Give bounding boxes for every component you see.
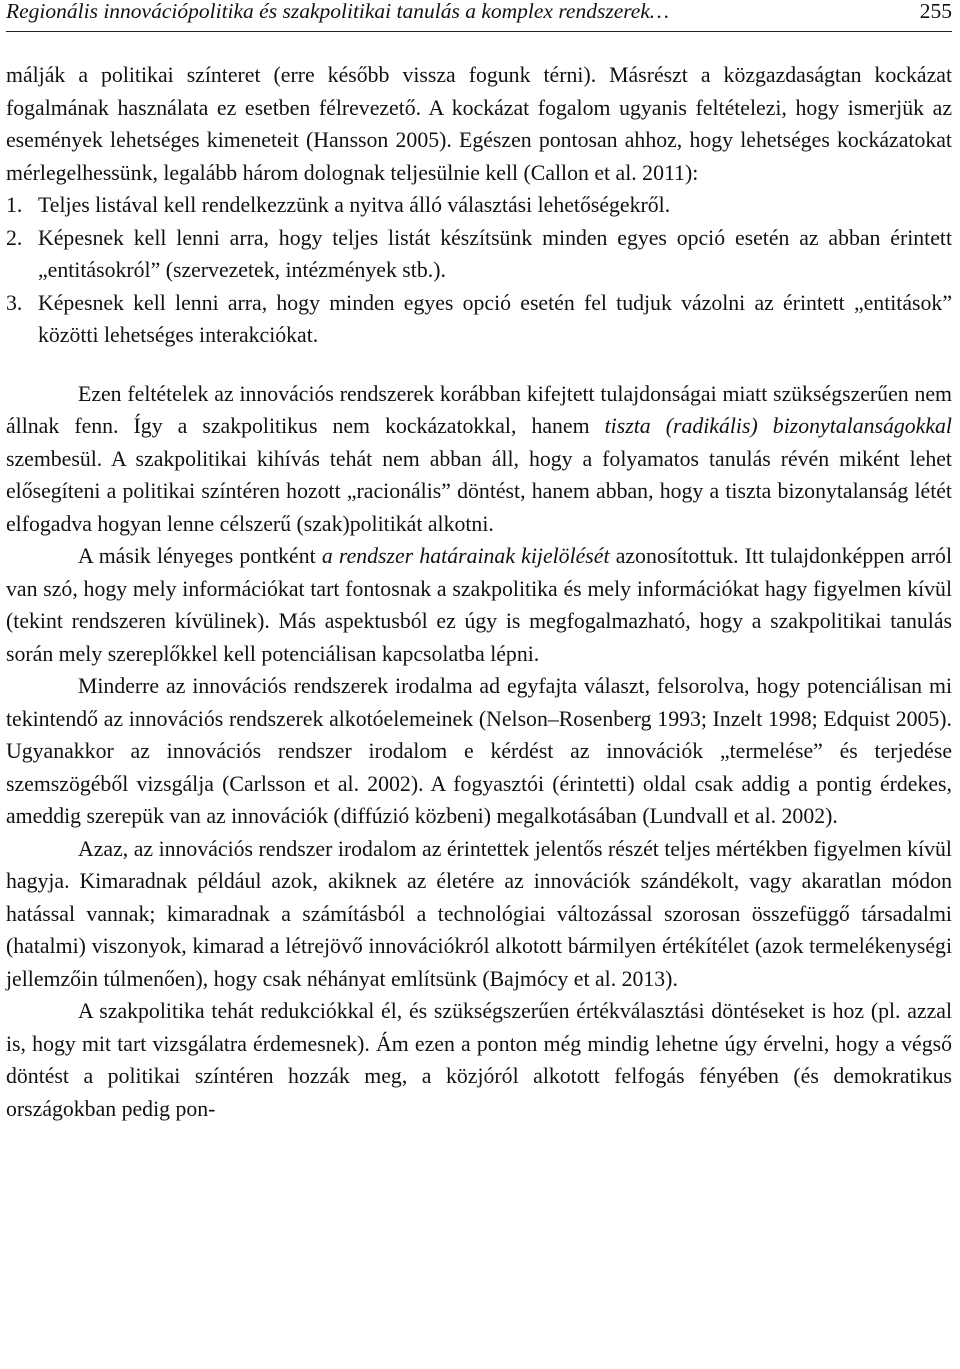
paragraph-boundaries: A másik lényeges pontként a rendszer határainak kijelölését azonosítottuk. Itt tulajdonképpen arról van szó, hogy mely információkat tart fontosnak a szakpolitika és mely információkat hagy figyelmen kívül (tekint rendszeren kívülinek). Más aspektusból ez úgy is megfogalmazható, hogy a szakpolitikai tanulás során mely szereplőkkel kell potenciálisan kapcsolatba lépni. bbox=[6, 544, 953, 666]
running-title: Regionális innovációpolitika és szakpolitikai tanulás a komplex rendszerek… bbox=[6, 0, 670, 23]
paragraph-uncertainty: Ezen feltételek az innovációs rendszerek korábban kifejtett tulajdonságai miatt szükségszerűen nem állnak fenn. Így a szakpolitikus nem kockázatokkal, hanem tiszta (radikális) bizonytalanságokkal szembesül. A szakpolitikai kihívás tehát nem abban áll, hogy a folyamatos tanulás révén miként lehet elősegíteni a politikai színtéren hozott „racionális” döntést, hanem abban, hogy a tiszta bizonytalanság létét elfogadva hogyan lenne célszerű (szak)politikát alkotni. bbox=[6, 381, 952, 536]
paragraph-literature: Minderre az innovációs rendszerek irodalma ad egyfajta választ, felsorolva, hogy potenciálisan mi tekintendő az innovációs rendszerek alkotóelemeinek (Nelson–Rosenberg 1993; Inzelt 1998; Edquist 2005). Ugyanakkor az innovációs rendszer irodalom e kérdést az innovációk „termelése” és terjedése szemszögéből vizsgálja (Carlsson et al. 2002). A fogyasztói (érintetti) oldal csak addig a pontig érdekes, ameddig szerepük van az innovációk (diffúzió közbeni) megalkotásában (Lundvall et al. 2002). bbox=[6, 674, 952, 828]
list-item bbox=[6, 189, 952, 222]
list-item bbox=[6, 222, 952, 287]
list-number: 2. bbox=[6, 225, 23, 250]
list-item bbox=[6, 287, 952, 352]
list-text: Képesnek kell lenni arra, hogy minden egyes opció esetén fel tudjuk vázolni az érintett „entitások” közötti lehetséges interakciókat. bbox=[38, 290, 952, 347]
intro-paragraph: málják a politikai színteret (erre később vissza fogunk térni). Másrészt a közgazdaságtan kockázat fogalmának használata ez esetben félrevezető. A kockázat fogalom ugyanis feltételezi, hogy ismerjük az események lehetséges kimeneteit (Hansson 2005). Egészen pontosan ahhoz, hogy lehetséges kockázatokat mérlegelhessünk, legalább három dolognak teljesülnie kell (Callon et al. 2011): bbox=[6, 63, 952, 185]
paragraph-reductions: A szakpolitika tehát redukciókkal él, és szükségszerűen értékválasztási döntéseket is hoz (pl. azzal is, hogy mit tart vizsgálatra érdemesnek). Ám ezen a ponton még mindig lehetne úgy érvelni, hogy a végső döntést a politikai színtéren hozzák meg, a közjóról alkotott felfogás fényében (és demokratikus országokban pedig pon- bbox=[6, 999, 952, 1121]
emphasis: tiszta (radikális) bizonytalanságokkal bbox=[604, 414, 952, 438]
page-number: 255 bbox=[919, 0, 952, 23]
emphasis: a rendszer határainak kijelölését bbox=[321, 544, 610, 568]
running-header bbox=[6, 0, 952, 32]
conditions-list bbox=[6, 189, 952, 352]
section-gap bbox=[6, 352, 952, 378]
list-text: Teljes listával kell rendelkezzünk a nyitva álló választási lehetőségekről. bbox=[38, 193, 671, 217]
list-number: 3. bbox=[6, 290, 23, 315]
list-number: 1. bbox=[6, 193, 23, 217]
body-text bbox=[6, 59, 952, 1125]
paragraph-stakeholders: Azaz, az innovációs rendszer irodalom az érintettek jelentős részét teljes mértékben figyelmen kívül hagyja. Kimaradnak például azok, akiknek az életére az innovációk szándékolt, vagy akaratlan módon hatással vannak; kimaradnak a számításból a technológiai változással szorosan összefüggő társadalmi (hatalmi) viszonyok, kimarad a létrejövő innovációkról alkotott bármilyen értékítélet (azok termelékenységi jellemzőin túlmenően), hogy csak néhányat említsünk (Bajmócy et al. 2013). bbox=[6, 836, 952, 991]
document-page bbox=[6, 0, 952, 1125]
list-text: Képesnek kell lenni arra, hogy teljes listát készítsünk minden egyes opció esetén az abban érintett „entitásokról” (szervezetek, intézmények stb.). bbox=[38, 225, 952, 282]
